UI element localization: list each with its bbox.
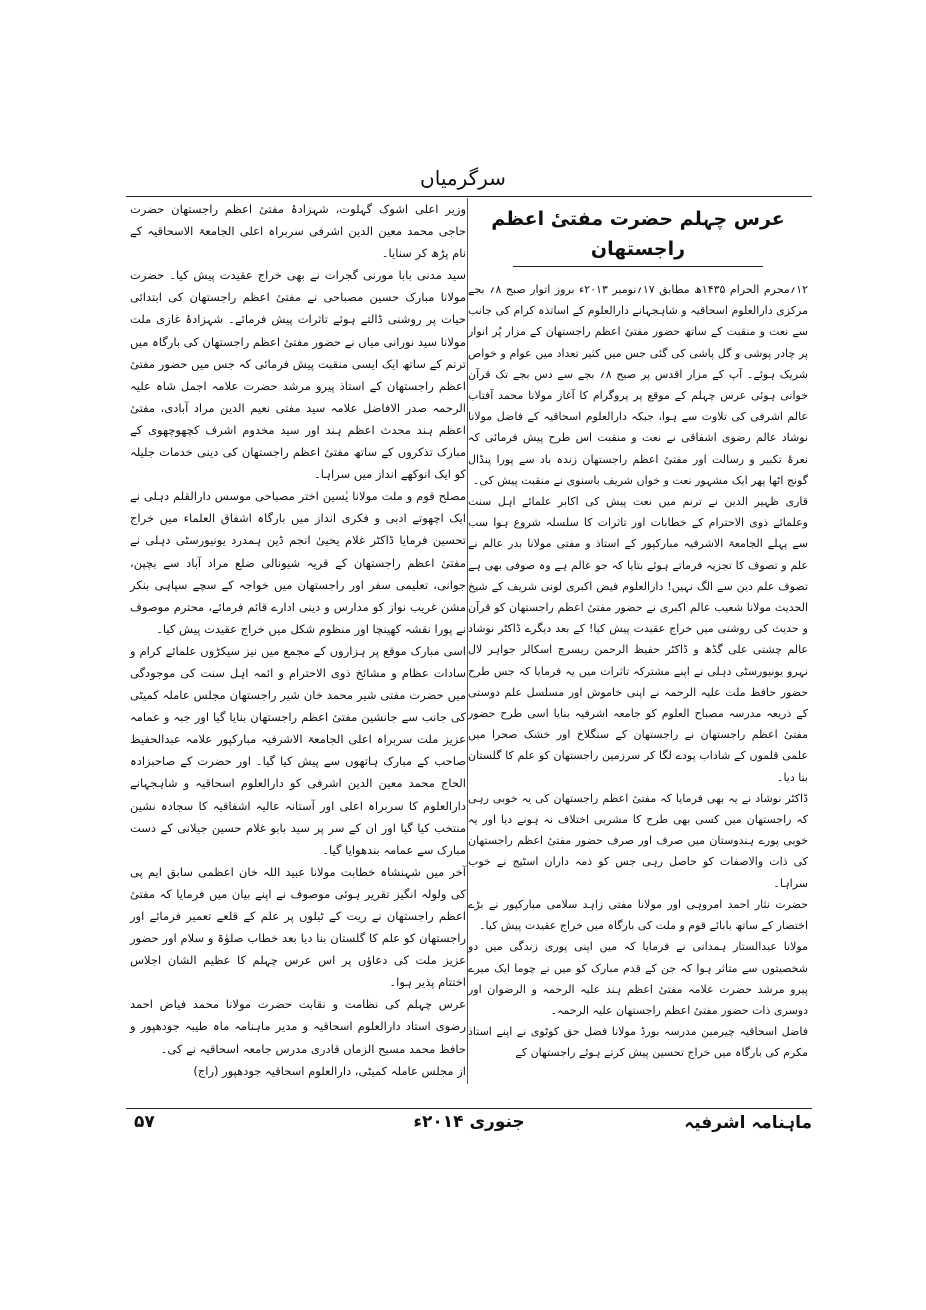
right-column <box>468 204 808 1064</box>
paragraph: فاضل اسحاقیہ چیرمین مدرسہ بورڈ مولانا فضل حق کوٹوی نے اپنے استاذ مکرم کی بارگاہ میں خراج تحسین پیش کرتے ہوئے راجستھان کے <box>468 1025 808 1060</box>
footer-rule <box>126 1108 812 1109</box>
paragraph: اسی مبارک موقع پر ہزاروں کے مجمع میں نیز سیکڑوں علمائے کرام و سادات عظام و مشائخ ذوی الاحترام و ائمہ اہل سنت کی موجودگی میں حضرت مفتی شیر محمد خان شیر راجستھان مجلس عاملہ کمیٹی کی جانب سے جانشین مفتیٔ اعظم راجستھان بنایا گیا اور جبہ و عمامہ عزیز ملت سربراہ اعلی الجامعۃ الاشرفیہ مبارکپور علامہ عبدالحفیظ صاحب کے مبارک ہاتھوں سے پیش کیا گیا۔ اور حضرت کے صاحبزادہ الحاج محمد معین الدین اشرفی کو دارالعلوم اسحاقیہ و شاہجہانے دارالعلوم کا سربراہ اعلی اور آستانہ عالیہ اشفاقیہ کا سجادہ نشین منتخب کیا گیا اور ان کے سر پر سید بابو غلام حسین جیلانی کے دست مبارک سے عمامہ بندھوایا گیا۔ <box>130 643 466 857</box>
paragraph: عرس چہلم کی نظامت و نقابت حضرت مولانا محمد فیاض احمد رضوی استاد دارالعلوم اسحاقیہ و مدیر ماہنامہ ماہ طیبہ جودھپور و حافظ محمد مسیح الزماں قادری مدرس جامعہ اسحاقیہ نے کی۔ <box>130 997 466 1056</box>
running-header-title: سرگرمیاں <box>420 166 506 190</box>
paragraph: ۱۲؍محرم الحرام ۱۴۳۵ھ مطابق ۱۷؍نومبر ۲۰۱۳ء بروز اتوار صبح ۸؍ بجے مرکزی دارالعلوم اسحاقیہ و شاہجہانے دارالعلوم کے اساتذہ کرام کی جانب سے نعت و منقبت کے ساتھ حضور مفتیٔ اعظم راجستھان کے مزار پُر انوار پر چادر پوشی و گل پاشی کی گئی جس میں کثیر تعداد میں عوام و خواص شریک ہوئے۔ آپ کے مزار اقدس پر صبح ۸؍ بجے سے دس بجے تک قرآن خوانی ہوئی عرس چہلم کے موقع پر پروگرام کا آغاز مولانا محمد آفتاب عالم اشرفی کی تلاوت سے ہوا، جبکہ دارالعلوم اسحاقیہ کے فاضل مولانا نوشاد عالم رضوی اشفاقی نے نعت و منقبت اس طرح پیش فرمائی کہ نعرۂ تکبیر و رسالت اور مفتیٔ اعظم راجستھان زندہ باد سے پورا پنڈال گونج اٹھا پھر ایک مشہور نعت و خواں شریف باسنوی نے منقبت پیش کی۔ <box>468 283 809 487</box>
paragraph: ڈاکٹر نوشاد نے یہ بھی فرمایا کہ مفتیٔ اعظم راجستھان کی یہ خوبی رہی کہ راجستھان میں کسی بھی طرح کا مشربی اختلاف نہ ہونے دیا اور یہ خوبی پورے ہندوستان میں صرف اور صرف حضور مفتیٔ اعظم راجستھان کی ذات والاصفات کو حاصل رہی جس کو ذمہ داران اسٹیج نے خوب سراہا۔ <box>468 791 808 890</box>
article-title: عرس چہلم حضرت مفتیٔ اعظم راجستھان <box>491 208 785 260</box>
signature-line: از مجلس عاملہ کمیٹی، دارالعلوم اسحاقیہ جودھپور (راج) <box>193 1063 466 1078</box>
paragraph: حضرت نثار احمد امروہی اور مولانا مفتی زاہد سلامی مبارکپور نے بڑے اختصار کے ساتھ بابائے قوم و ملت کی بارگاہ میں خراج عقیدت پیش کیا۔ <box>468 897 808 933</box>
header-rule <box>126 196 812 197</box>
paragraph: وزیر اعلی اشوک گہلوت، شہزادۂ مفتیٔ اعظم راجستھان حضرت حاجی محمد معین الدین اشرفی سربراہ اعلی الجامعۃ الاسحاقیہ کے نام پڑھ کر سنایا۔ <box>130 202 466 261</box>
paragraph: مصلح قوم و ملت مولانا یٰسین اختر مصباحی موسس دارالقلم دہلی نے ایک اچھوتے ادبی و فکری انداز میں بارگاہ اشفاق العلماء میں خراج تحسین فرمایا ڈاکٹر غلام یحییٰ انجم ڈین ہمدرد یونیورسٹی دہلی نے مفتیٔ اعظم راجستھان کے قریہ شیونالی ضلع مراد آباد سے بچپن، جوانی، تعلیمی سفر اور راجستھان میں خواجہ کے سچے سپاہی بنکر مشن غریب نواز کو مدارس و دینی ادارے قائم فرمائے، محترم موصوف نے پورا نقشہ کھینچا اور منظوم شکل میں خراج عقیدت پیش کیا۔ <box>130 489 466 636</box>
page-number: ۵۷ <box>134 1112 155 1132</box>
left-column <box>130 198 466 1082</box>
issue-date: جنوری ۲۰۱۴ء <box>413 1112 525 1132</box>
title-underline <box>513 266 763 267</box>
paragraph: مولانا عبدالستار ہمدانی نے فرمایا کہ میں اپنی پوری زندگی میں دو شخصیتوں سے متاثر ہوا کہ جن کے قدم مبارک کو میں نے چوما ایک میرے پیرو مرشد حضرت علامہ مفتیٔ اعظم ہند علیہ الرحمہ و الرضوان اور دوسری ذات حضور مفتیٔ اعظم راجستھان علیہ الرحمہ۔ <box>468 940 808 1017</box>
magazine-name: ماہنامہ اشرفیہ <box>684 1113 812 1133</box>
paragraph: سید مدنی بابا مورنی گجرات نے بھی خراج عقیدت پیش کیا۔ حضرت مولانا مبارک حسین مصباحی نے مفتیٔ اعظم راجستھان کی ابتدائی حیات پر روشنی ڈالتے ہوئے تاثرات پیش فرمائے۔ شہزادۂ غازی ملت مولانا سید نورانی میاں نے حضور مفتیٔ اعظم راجستھان کی بارگاہ میں ترنم کے ساتھ ایک ایسی منقبت پیش فرمائی کہ جس میں حضور مفتیٔ اعظم راجستھان کے استاذ پیرو مرشد حضرت علامہ اجمل شاہ علیہ الرحمہ صدر الافاضل علامہ سید مفتی نعیم الدین مراد آبادی، مفتیٔ اعظم ہند محدث اعظم ہند اور سید مخدوم اشرف کچھوچھوی کے مبارک تذکروں کے ساتھ مفتیٔ اعظم راجستھان کی دینی خدمات جلیلہ کو ایک انوکھے انداز میں سراہا۔ <box>130 268 466 482</box>
page-footer <box>126 1112 812 1142</box>
paragraph: قاری ظہیر الدین نے ترنم میں نعت پیش کی اکابر علمائے اہل سنت وعلمائے ذوی الاحترام کے خطابات اور تاثرات کا سلسلہ شروع ہوا سب سے پہلے الجامعۃ الاشرفیہ مبارکپور کے استاذ و مفتی مولانا بدر عالم نے علم و تصوف کا تجزیہ فرماتے ہوئے بتایا کہ جو عالم ہے وہ صوفی بھی ہے تصوف علم دین سے الگ نہیں! دارالعلوم فیض اکبری لونی شریف کے شیخ الحدیث مولانا شعیب عالم اکبری نے حضور مفتیٔ اعظم راجستھان کو قرآن و حدیث کی روشنی میں خراج عقیدت پیش کیا! کے بعد دیگرے ڈاکٹر نوشاد عالم چشتی علی گڈھ و ڈاکٹر حفیظ الرحمن ریسرچ اسکالر جواہر لال نہرو یونیورسٹی دہلی نے اپنے مشترکہ تاثرات میں یہ فرمایا کہ جس طرح حضور حافظ ملت علیہ الرحمہ نے اپنی خاموش اور مسلسل علم دوستی کے ذریعہ مدرسہ مصباح العلوم کو جامعہ اشرفیہ بنایا اسی طرح حضور مفتیٔ اعظم راجستھان نے راجستھان کے سنگلاخ اور خشک صحرا میں علمی قلموں کے شاداب پودے لگا کر سرزمین راجستھان کو علم کا گلستان بنا دیا۔ <box>468 495 808 784</box>
paragraph: آخر میں شہنشاہ خطابت مولانا عبید اللہ خان اعظمی سابق ایم پی کی ولولہ انگیز تقریر ہوئی موصوف نے اپنے بیان میں فرمایا کہ مفتیٔ اعظم راجستھان نے ریت کے ٹیلوں پر علم کے قلعے تعمیر فرمائے اور راجستھان کو علم کا گلستان بنا دیا بعد خطاب صلوٰۃ و سلام اور حضور عزیز ملت کی دعاؤں پر اس عرس چہلم کا عظیم الشان اجلاس اختتام پذیر ہوا۔ <box>130 864 466 990</box>
